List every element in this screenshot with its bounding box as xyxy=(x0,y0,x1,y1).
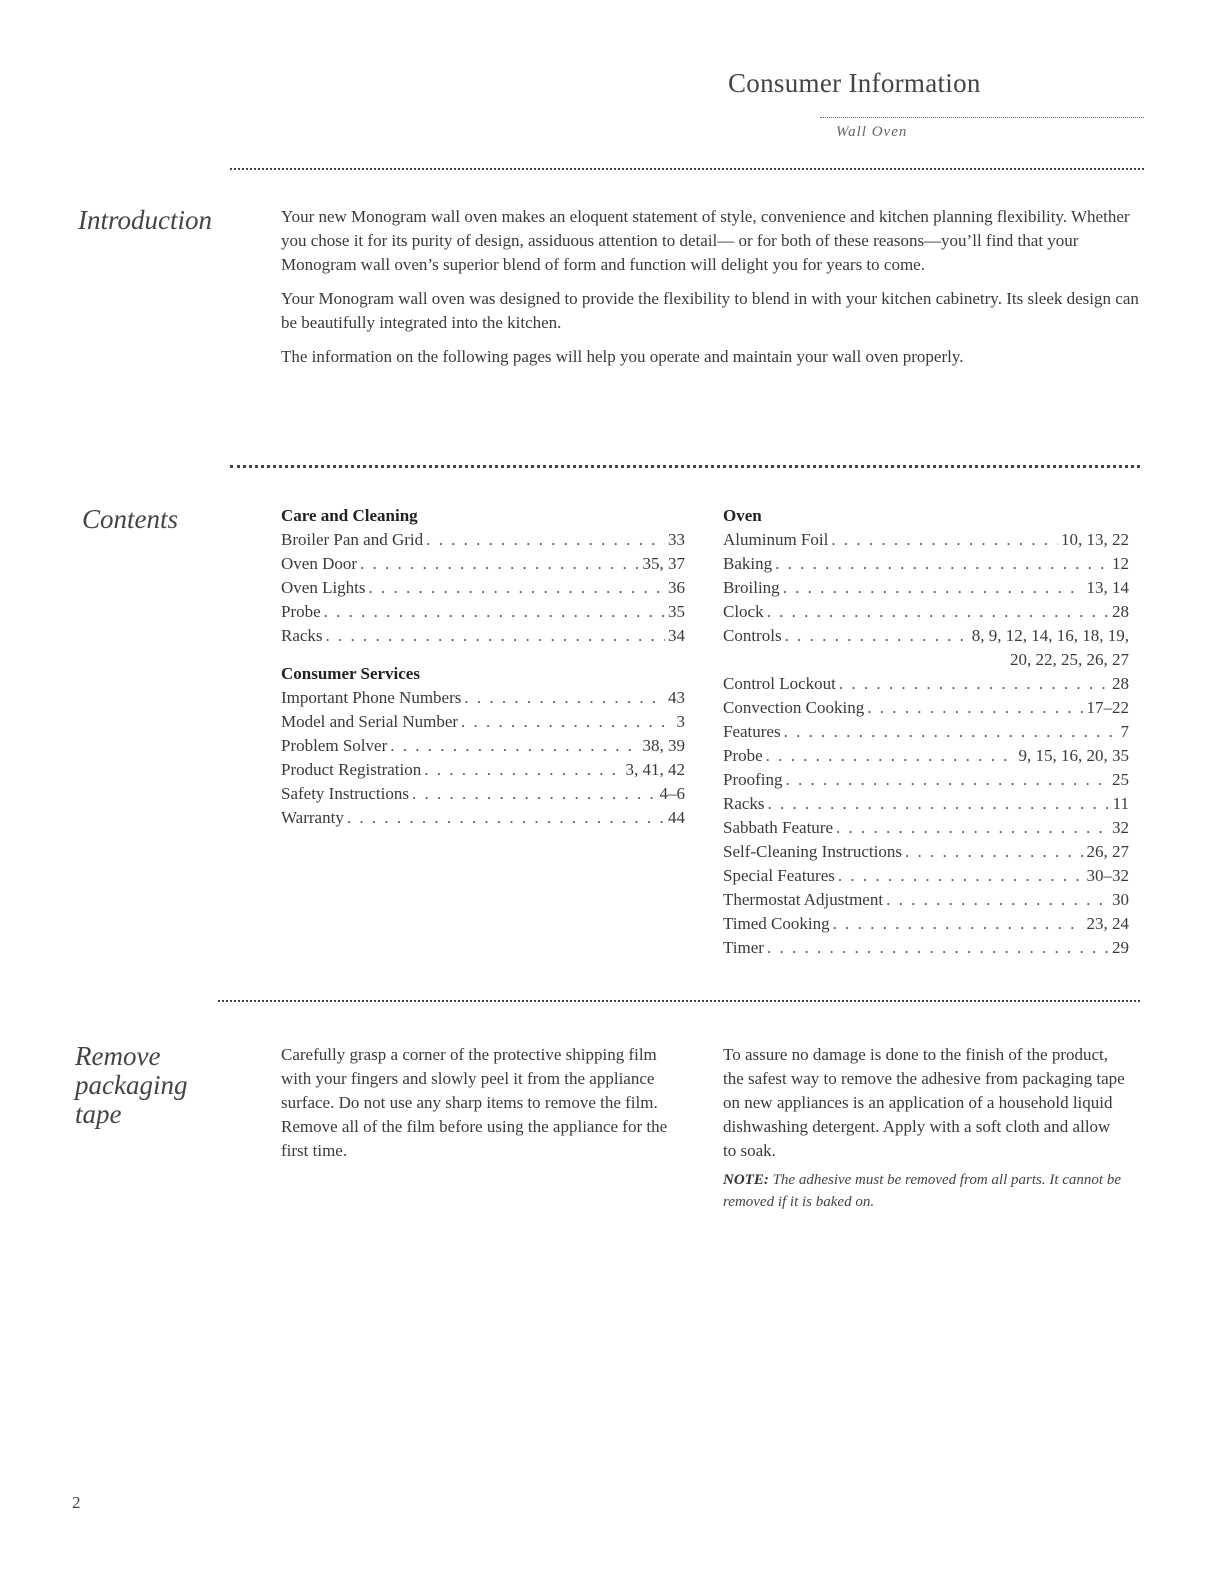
toc-entry-label: Special Features xyxy=(723,866,835,885)
packaging-heading-line: Remove xyxy=(75,1041,161,1071)
toc-leader xyxy=(324,600,665,624)
toc-entry-label: Sabbath Feature xyxy=(723,818,833,837)
toc-leader xyxy=(369,576,665,600)
toc-entry-pages: 12 xyxy=(1112,554,1129,573)
toc-entry-label: Product Registration xyxy=(281,760,422,779)
toc-entry-pages: 10, 13, 22 xyxy=(1061,530,1129,549)
toc-entry-label: Baking xyxy=(723,554,773,573)
toc-section-title: Oven xyxy=(723,506,762,525)
introduction-paragraph: Your new Monogram wall oven makes an eloquent statement of style, convenience and kitchen planning flexibility. Whether you chose it for its purity of design, assiduous attention to detail— or for both of these reasons—you’ll find that your Monogram wall oven’s superior blend of form and function will delight you for years to come. xyxy=(281,207,1130,274)
packaging-heading-line: tape xyxy=(75,1099,122,1129)
toc-entry-pages: 34 xyxy=(668,626,685,645)
toc-leader xyxy=(390,734,639,758)
toc-entry-pages: 26, 27 xyxy=(1086,842,1129,861)
section-subtitle: Wall Oven xyxy=(836,124,908,140)
divider xyxy=(230,168,1144,170)
toc-leader xyxy=(461,710,673,734)
toc-entry-label: Racks xyxy=(723,794,765,813)
toc-entry xyxy=(723,840,1129,864)
toc-entry xyxy=(281,552,685,576)
introduction-heading: Introduction xyxy=(78,205,212,235)
packaging-right-text: To assure no damage is done to the finish of the product, the safest way to remove the adhesive from packaging tape on new appliances is an application of a household liquid dishwashing detergent. Apply with a soft cloth and allow to soak. xyxy=(723,1045,1125,1160)
note-label: NOTE: xyxy=(723,1172,769,1188)
toc-leader xyxy=(786,768,1110,792)
toc-entry-label: Probe xyxy=(281,602,321,621)
toc-entry-pages: 38, 39 xyxy=(642,736,685,755)
packaging-heading-line: packaging xyxy=(75,1070,188,1100)
toc-entry-pages: 3 xyxy=(676,712,685,731)
toc-entry xyxy=(281,806,685,830)
toc-entry-pages: 30 xyxy=(1112,890,1129,909)
note-text: The adhesive must be removed from all parts. It cannot be removed if it is baked on. xyxy=(723,1172,1121,1210)
toc-entry-pages: 35 xyxy=(668,602,685,621)
toc-entry xyxy=(723,936,1129,960)
toc-entry xyxy=(723,744,1129,768)
toc-entry-pages-continued: 20, 22, 25, 26, 27 xyxy=(1010,650,1129,669)
toc-entry-label: Broiling xyxy=(723,578,780,597)
toc-leader xyxy=(360,552,639,576)
toc-leader xyxy=(839,672,1109,696)
toc-entry-pages: 36 xyxy=(668,578,685,597)
toc-entry-label: Important Phone Numbers xyxy=(281,688,462,707)
toc-entry xyxy=(281,576,685,600)
contents-left-column xyxy=(281,502,685,830)
toc-entry-label: Timed Cooking xyxy=(723,914,830,933)
toc-entry-label: Oven Lights xyxy=(281,578,366,597)
toc-entry xyxy=(281,624,685,648)
toc-section-title: Consumer Services xyxy=(281,664,420,683)
toc-entry xyxy=(723,768,1129,792)
packaging-left-text: Carefully grasp a corner of the protective shipping film with your fingers and slowly peel it from the appliance surface. Do not use any sharp items to remove the film. Remove all of the film before using the appliance for the first time. xyxy=(281,1045,668,1160)
toc-leader xyxy=(784,720,1118,744)
toc-entry-label: Thermostat Adjustment xyxy=(723,890,884,909)
toc-entry xyxy=(723,600,1129,624)
toc-entry-pages: 32 xyxy=(1112,818,1129,837)
toc-entry-label: Timer xyxy=(723,938,764,957)
toc-leader xyxy=(412,782,657,806)
toc-leader xyxy=(767,600,1109,624)
toc-entry-label: Features xyxy=(723,722,781,741)
toc-entry xyxy=(723,696,1129,720)
toc-entry-label: Model and Serial Number xyxy=(281,712,459,731)
toc-entry xyxy=(723,888,1129,912)
toc-leader xyxy=(424,758,622,782)
toc-entry-pages: 7 xyxy=(1120,722,1129,741)
toc-entry xyxy=(723,816,1129,840)
toc-leader xyxy=(836,816,1109,840)
section-title: Consumer Information xyxy=(728,68,981,98)
toc-entry-label: Warranty xyxy=(281,808,344,827)
toc-entry xyxy=(281,528,685,552)
toc-entry-pages: 29 xyxy=(1112,938,1129,957)
contents-heading: Contents xyxy=(82,504,179,534)
toc-entry-label: Racks xyxy=(281,626,323,645)
toc-entry xyxy=(281,686,685,710)
toc-entry-pages: 35, 37 xyxy=(642,554,685,573)
toc-entry-label: Safety Instructions xyxy=(281,784,409,803)
toc-entry-pages: 8, 9, 12, 14, 16, 18, 19, xyxy=(971,626,1129,645)
toc-entry-pages: 33 xyxy=(668,530,685,549)
toc-leader xyxy=(464,686,665,710)
toc-entry xyxy=(723,912,1129,936)
toc-entry xyxy=(723,552,1129,576)
toc-entry-pages: 43 xyxy=(668,688,685,707)
toc-entry-pages: 13, 14 xyxy=(1086,578,1129,597)
toc-leader xyxy=(326,624,665,648)
toc-leader xyxy=(886,888,1109,912)
toc-leader xyxy=(766,744,1016,768)
toc-entry-pages: 23, 24 xyxy=(1086,914,1129,933)
toc-entry-pages: 44 xyxy=(668,808,685,827)
toc-leader xyxy=(768,792,1110,816)
toc-leader xyxy=(838,864,1084,888)
packaging-right-column xyxy=(723,1043,1125,1213)
toc-entry xyxy=(281,710,685,734)
toc-leader xyxy=(347,806,665,830)
toc-entry-label: Probe xyxy=(723,746,763,765)
toc-entry xyxy=(723,864,1129,888)
header-divider xyxy=(820,117,1144,118)
toc-entry xyxy=(723,720,1129,744)
toc-entry-label: Problem Solver xyxy=(281,736,388,755)
toc-leader xyxy=(426,528,665,552)
toc-section-title: Care and Cleaning xyxy=(281,506,418,525)
toc-entry xyxy=(723,528,1129,552)
toc-entry-pages: 4–6 xyxy=(659,784,685,803)
toc-entry-pages: 17–22 xyxy=(1086,698,1129,717)
toc-entry-pages: 28 xyxy=(1112,602,1129,621)
toc-entry xyxy=(281,758,685,782)
toc-entry-pages: 28 xyxy=(1112,674,1129,693)
toc-entry xyxy=(281,734,685,758)
toc-entry xyxy=(723,624,1129,648)
packaging-heading xyxy=(75,1042,187,1129)
toc-entry-label: Controls xyxy=(723,626,782,645)
page-number: 2 xyxy=(72,1493,81,1512)
toc-entry-label: Control Lockout xyxy=(723,674,836,693)
divider xyxy=(230,465,1140,468)
toc-entry-label: Oven Door xyxy=(281,554,358,573)
toc-entry xyxy=(281,600,685,624)
toc-entry-pages: 3, 41, 42 xyxy=(625,760,685,779)
toc-entry-pages: 25 xyxy=(1112,770,1129,789)
toc-entry xyxy=(723,576,1129,600)
toc-leader xyxy=(785,624,969,648)
toc-entry-label: Convection Cooking xyxy=(723,698,865,717)
toc-entry-label: Self-Cleaning Instructions xyxy=(723,842,902,861)
toc-entry-pages: 30–32 xyxy=(1086,866,1129,885)
toc-entry-label: Broiler Pan and Grid xyxy=(281,530,424,549)
packaging-note xyxy=(723,1169,1125,1213)
toc-entry xyxy=(281,782,685,806)
toc-entry-pages: 11 xyxy=(1112,794,1129,813)
toc-leader xyxy=(783,576,1084,600)
toc-entry-label: Aluminum Foil xyxy=(723,530,829,549)
introduction-body xyxy=(281,205,1143,379)
introduction-paragraph: Your Monogram wall oven was designed to provide the flexibility to blend in with your kitchen cabinetry. Its sleek design can be beautifully integrated into the kitchen. xyxy=(281,289,1139,332)
toc-entry xyxy=(723,672,1129,696)
toc-leader xyxy=(767,936,1109,960)
toc-entry-pages: 9, 15, 16, 20, 35 xyxy=(1018,746,1129,765)
toc-leader xyxy=(905,840,1084,864)
toc-entry-label: Proofing xyxy=(723,770,783,789)
toc-leader xyxy=(833,912,1084,936)
toc-leader xyxy=(867,696,1083,720)
contents-right-column xyxy=(723,502,1129,960)
toc-leader xyxy=(831,528,1058,552)
toc-entry-label: Clock xyxy=(723,602,764,621)
toc-leader xyxy=(775,552,1109,576)
toc-entry xyxy=(723,792,1129,816)
divider xyxy=(218,1000,1140,1002)
introduction-paragraph: The information on the following pages will help you operate and maintain your wall oven properly. xyxy=(281,347,964,366)
